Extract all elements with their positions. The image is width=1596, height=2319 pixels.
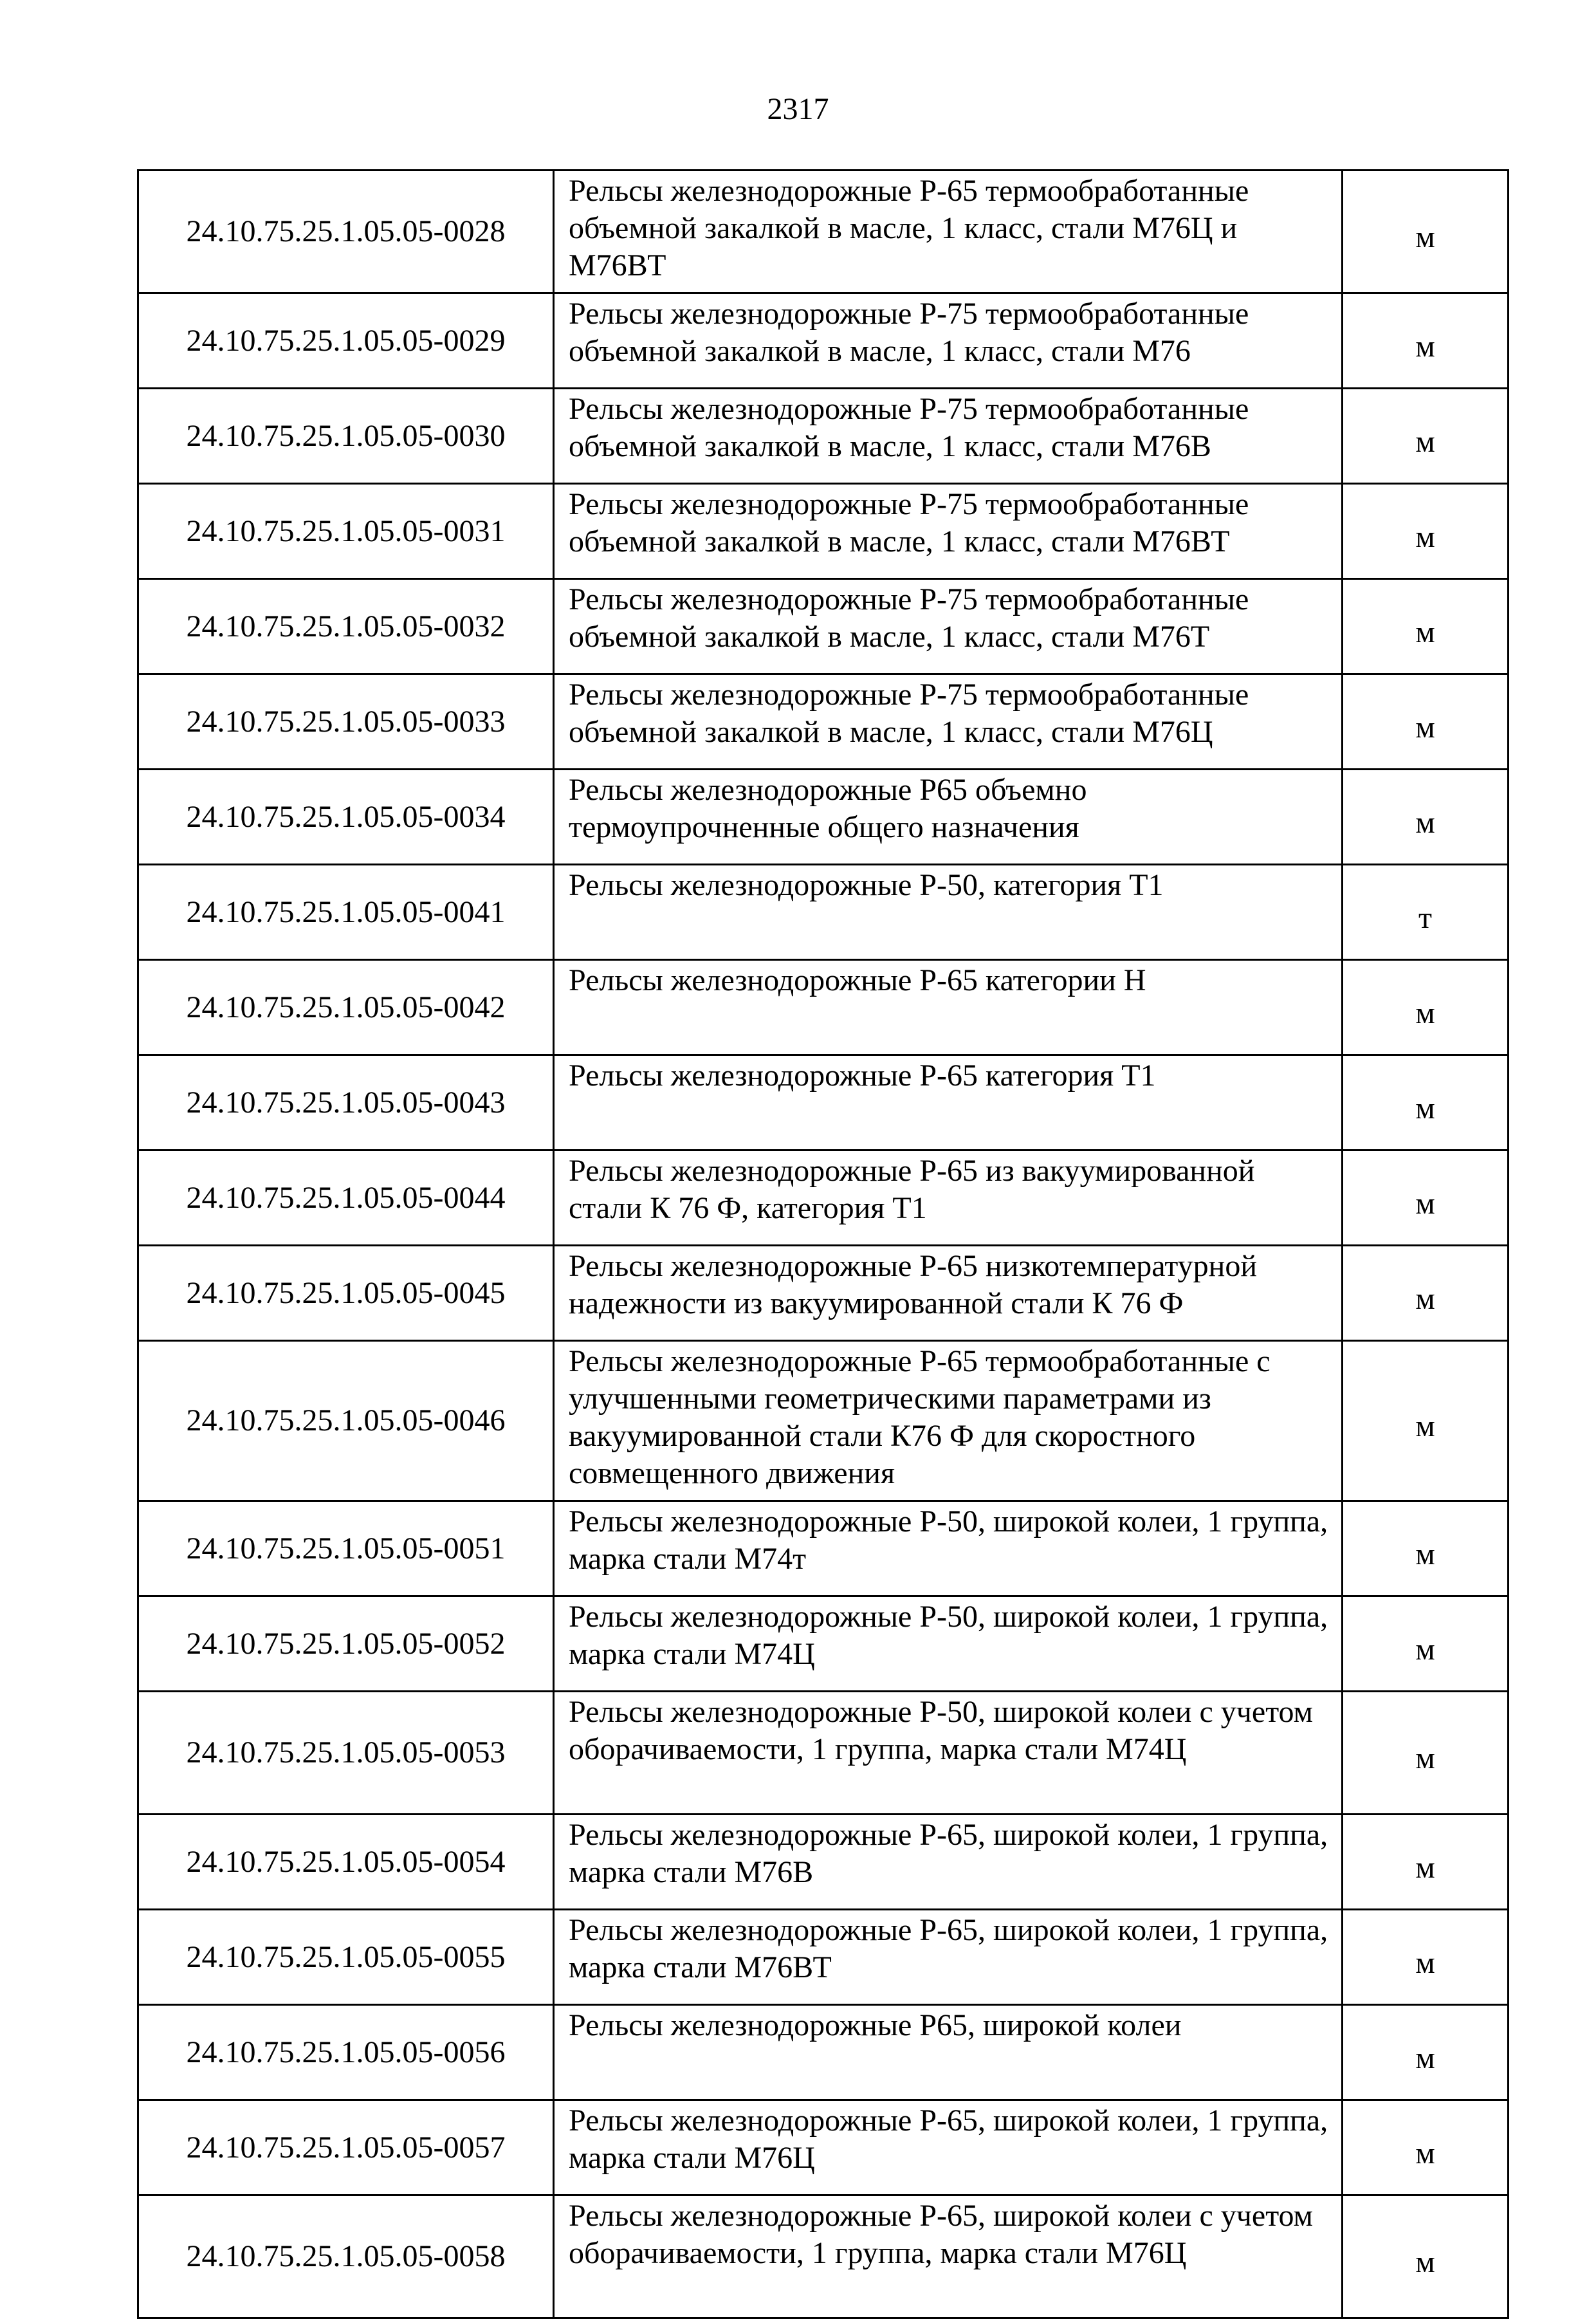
table-row: [138, 1246, 1509, 1341]
resource-code: 24.10.75.25.1.05.05-0043: [138, 1055, 554, 1150]
resource-description: Рельсы железнодорожные Р-65, широкой колеи с учетом оборачиваемости, 1 группа, марка стали М76Ц: [554, 2195, 1343, 2318]
table-row: [138, 1501, 1509, 1596]
resource-code: 24.10.75.25.1.05.05-0046: [138, 1341, 554, 1501]
resource-description: Рельсы железнодорожные Р-65 из вакуумированной стали К 76 Ф, категория Т1: [554, 1150, 1343, 1246]
table-row: [138, 1341, 1509, 1501]
resource-code: 24.10.75.25.1.05.05-0055: [138, 1910, 554, 2005]
resource-code: 24.10.75.25.1.05.05-0054: [138, 1815, 554, 1910]
resource-code: 24.10.75.25.1.05.05-0029: [138, 293, 554, 389]
table-row: [138, 1692, 1509, 1815]
resource-code: 24.10.75.25.1.05.05-0056: [138, 2005, 554, 2100]
resource-code: 24.10.75.25.1.05.05-0051: [138, 1501, 554, 1596]
resource-code: 24.10.75.25.1.05.05-0028: [138, 171, 554, 293]
resource-code: 24.10.75.25.1.05.05-0045: [138, 1246, 554, 1341]
unit-of-measure: м: [1343, 1910, 1509, 2005]
table-row: [138, 1055, 1509, 1150]
unit-of-measure: м: [1343, 1596, 1509, 1692]
resource-description: Рельсы железнодорожные Р-50, широкой колеи, 1 группа, марка стали М74т: [554, 1501, 1343, 1596]
table-row: [138, 960, 1509, 1055]
unit-of-measure: м: [1343, 579, 1509, 674]
table-row: [138, 579, 1509, 674]
table-row: [138, 1815, 1509, 1910]
resource-table: [137, 169, 1509, 2319]
unit-of-measure: м: [1343, 960, 1509, 1055]
resource-description: Рельсы железнодорожные Р-65, широкой колеи, 1 группа, марка стали М76В: [554, 1815, 1343, 1910]
resource-description: Рельсы железнодорожные Р-75 термообработанные объемной закалкой в масле, 1 класс, стали М76: [554, 293, 1343, 389]
resource-code: 24.10.75.25.1.05.05-0053: [138, 1692, 554, 1815]
unit-of-measure: м: [1343, 1692, 1509, 1815]
resource-description: Рельсы железнодорожные Р-65 категория Т1: [554, 1055, 1343, 1150]
unit-of-measure: м: [1343, 2195, 1509, 2318]
unit-of-measure: м: [1343, 2005, 1509, 2100]
resource-description: Рельсы железнодорожные Р-65 термообработанные объемной закалкой в масле, 1 класс, стали М76Ц и М76ВТ: [554, 171, 1343, 293]
table-row: [138, 2195, 1509, 2318]
table-row: [138, 865, 1509, 960]
resource-description: Рельсы железнодорожные Р-50, широкой колеи с учетом оборачиваемости, 1 группа, марка стали М74Ц: [554, 1692, 1343, 1815]
unit-of-measure: м: [1343, 1341, 1509, 1501]
resource-description: Рельсы железнодорожные Р65 объемно термоупрочненные общего назначения: [554, 770, 1343, 865]
table-row: [138, 2100, 1509, 2195]
resource-code: 24.10.75.25.1.05.05-0041: [138, 865, 554, 960]
resource-code: 24.10.75.25.1.05.05-0044: [138, 1150, 554, 1246]
unit-of-measure: м: [1343, 484, 1509, 579]
resource-description: Рельсы железнодорожные Р-65, широкой колеи, 1 группа, марка стали М76ВТ: [554, 1910, 1343, 2005]
page-number: 2317: [767, 92, 829, 126]
unit-of-measure: м: [1343, 1815, 1509, 1910]
resource-description: Рельсы железнодорожные Р-75 термообработанные объемной закалкой в масле, 1 класс, стали М76В: [554, 389, 1343, 484]
resource-code: 24.10.75.25.1.05.05-0058: [138, 2195, 554, 2318]
unit-of-measure: м: [1343, 1055, 1509, 1150]
resource-description: Рельсы железнодорожные Р-75 термообработанные объемной закалкой в масле, 1 класс, стали М76Ц: [554, 674, 1343, 770]
unit-of-measure: м: [1343, 2100, 1509, 2195]
table-row: [138, 1150, 1509, 1246]
unit-of-measure: м: [1343, 389, 1509, 484]
resource-code: 24.10.75.25.1.05.05-0034: [138, 770, 554, 865]
resource-description: Рельсы железнодорожные Р-75 термообработанные объемной закалкой в масле, 1 класс, стали М76Т: [554, 579, 1343, 674]
unit-of-measure: м: [1343, 1501, 1509, 1596]
resource-code: 24.10.75.25.1.05.05-0031: [138, 484, 554, 579]
table-row: [138, 171, 1509, 293]
resource-description: Рельсы железнодорожные Р-50, категория Т1: [554, 865, 1343, 960]
table-row: [138, 1910, 1509, 2005]
unit-of-measure: м: [1343, 770, 1509, 865]
resource-description: Рельсы железнодорожные Р-75 термообработанные объемной закалкой в масле, 1 класс, стали М76ВТ: [554, 484, 1343, 579]
resource-description: Рельсы железнодорожные Р-65 категории Н: [554, 960, 1343, 1055]
resource-code: 24.10.75.25.1.05.05-0030: [138, 389, 554, 484]
table-row: [138, 1596, 1509, 1692]
table-row: [138, 293, 1509, 389]
unit-of-measure: м: [1343, 1150, 1509, 1246]
resource-description: Рельсы железнодорожные Р-65 термообработанные с улучшенными геометрическими параметрами из вакуумированной стали К76 Ф для скоростного совмещенного движения: [554, 1341, 1343, 1501]
resource-code: 24.10.75.25.1.05.05-0033: [138, 674, 554, 770]
unit-of-measure: м: [1343, 674, 1509, 770]
unit-of-measure: м: [1343, 293, 1509, 389]
table-row: [138, 770, 1509, 865]
table-row: [138, 484, 1509, 579]
resource-description: Рельсы железнодорожные Р-65 низкотемпературной надежности из вакуумированной стали К 76 Ф: [554, 1246, 1343, 1341]
resource-code: 24.10.75.25.1.05.05-0052: [138, 1596, 554, 1692]
resource-description: Рельсы железнодорожные Р-65, широкой колеи, 1 группа, марка стали М76Ц: [554, 2100, 1343, 2195]
unit-of-measure: м: [1343, 171, 1509, 293]
resource-description: Рельсы железнодорожные Р-50, широкой колеи, 1 группа, марка стали М74Ц: [554, 1596, 1343, 1692]
resource-code: 24.10.75.25.1.05.05-0057: [138, 2100, 554, 2195]
resource-code: 24.10.75.25.1.05.05-0032: [138, 579, 554, 674]
table-row: [138, 389, 1509, 484]
unit-of-measure: т: [1343, 865, 1509, 960]
unit-of-measure: м: [1343, 1246, 1509, 1341]
table-row: [138, 2005, 1509, 2100]
resource-description: Рельсы железнодорожные Р65, широкой колеи: [554, 2005, 1343, 2100]
table-row: [138, 674, 1509, 770]
resource-code: 24.10.75.25.1.05.05-0042: [138, 960, 554, 1055]
